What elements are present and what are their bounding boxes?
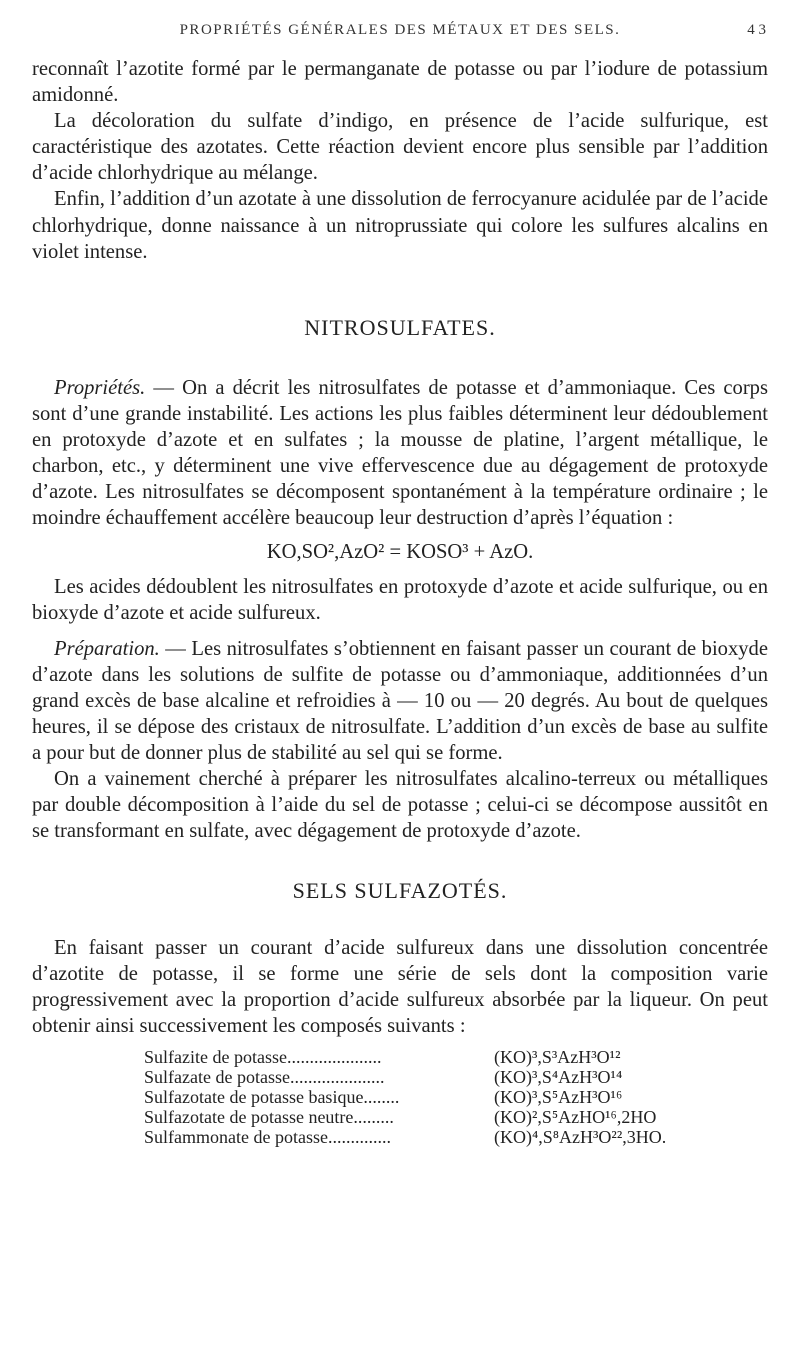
compound-formula: (KO)⁴,S⁸AzH³O²²,3HO.: [494, 1126, 667, 1147]
chemical-equation: KO,SO²,AzO² = KOSO³ + AzO.: [266, 541, 534, 564]
paragraph: Enfin, l’addition d’un azotate à une dissolution de ferrocyanure acidulée par de l’acide chlorhydrique, donne naissance à un nitroprussiate qui colore les sulfures alcalins en violet intense.: [32, 188, 768, 263]
section-heading-sulfazotes: SELS SULFAZOTÉS.: [292, 878, 508, 904]
compound-formula: (KO)²,S⁵AzHO¹⁶,2HO: [494, 1106, 657, 1127]
paragraph: Les acides dédoublent les nitrosulfates en protoxyde d’azote et acide sulfurique, ou en bioxyde d’azote et acide sulfureux.: [32, 575, 768, 624]
paragraph: En faisant passer un courant d’acide sulfureux dans une dissolution concentrée d’azotite de potasse, il se forme une série de sels dont la composition varie progressivement avec la proportion d’acide sulfureux absorbée par la liqueur. On peut obtenir ainsi successivement les composés suivants :: [32, 936, 768, 1037]
paragraph-preparation: [32, 636, 768, 766]
list-item: [144, 1047, 768, 1067]
compound-name: Sulfazite de potasse.....................: [144, 1046, 382, 1067]
paragraph: On a vainement cherché à préparer les nitrosulfates alcalino-terreux ou métalliques par double décomposition à l’aide du sel de potasse ; celui-ci se décompose aussitôt en se transformant en sulfate, avec dégagement de protoxyde d’azote.: [32, 768, 768, 843]
section-heading-nitrosulfates: NITROSULFATES.: [304, 314, 496, 340]
compound-formula: (KO)³,S⁴AzH³O¹⁴: [494, 1066, 623, 1087]
running-title: PROPRIÉTÉS GÉNÉRALES DES MÉTAUX ET DES SELS.: [179, 22, 621, 38]
compound-list: [32, 1047, 768, 1147]
compound-name: Sulfazotate de potasse neutre.........: [144, 1106, 394, 1127]
paragraph: La décoloration du sulfate d’indigo, en présence de l’acide sulfurique, est caractéristique des azotates. Cette réaction devient encore plus sensible par l’addition d’acide chlorhydrique au mélange.: [32, 110, 768, 185]
compound-name: Sulfazate de potasse.....................: [144, 1066, 385, 1087]
list-item: [144, 1087, 768, 1107]
page-number: 4 3: [747, 22, 766, 38]
paragraph-proprietes: [32, 375, 768, 532]
list-item: [144, 1067, 768, 1087]
compound-formula: (KO)³,S⁵AzH³O¹⁶: [494, 1086, 623, 1107]
paragraph-text: — Les nitrosulfates s’obtiennent en faisant passer un courant de bioxyde d’azote dans les solutions de sulfite de potasse ou d’ammoniaque, additionnées d’un grand excès de base alcaline et refroidies à — 10 ou — 20 degrés. Au bout de quelques heures, il se dépose des cristaux de nitrosulfate. L’addition d’un excès de base au sulfite a pour but de donner plus de stabilité au sel qui se forme.: [32, 637, 768, 765]
list-item: [144, 1107, 768, 1127]
subsection-label-preparation: Préparation.: [54, 637, 160, 660]
paragraph: reconnaît l’azotite formé par le permanganate de potasse ou par l’iodure de potassium amidonné.: [32, 58, 768, 107]
compound-name: Sulfazotate de potasse basique........: [144, 1086, 400, 1107]
compound-name: Sulfammonate de potasse..............: [144, 1126, 391, 1147]
subsection-label-proprietes: Propriétés.: [54, 376, 146, 399]
list-item: [144, 1127, 768, 1147]
paragraph-text: — On a décrit les nitrosulfates de potasse et d’ammoniaque. Ces corps sont d’une grande instabilité. Les actions les plus faibles déterminent leur dédoublement en protoxyde d’azote et en sulfates ; la mousse de platine, l’argent métallique, le charbon, etc., y déterminent une vive effervescence due au dégagement de protoxyde d’azote. Les nitrosulfates se décomposent spontanément à la température ordinaire ; le moindre échauffement accélère beaucoup leur destruction d’après l’équation :: [32, 376, 768, 530]
page-body: [32, 56, 768, 1147]
compound-formula: (KO)³,S³AzH³O¹²: [494, 1046, 621, 1067]
